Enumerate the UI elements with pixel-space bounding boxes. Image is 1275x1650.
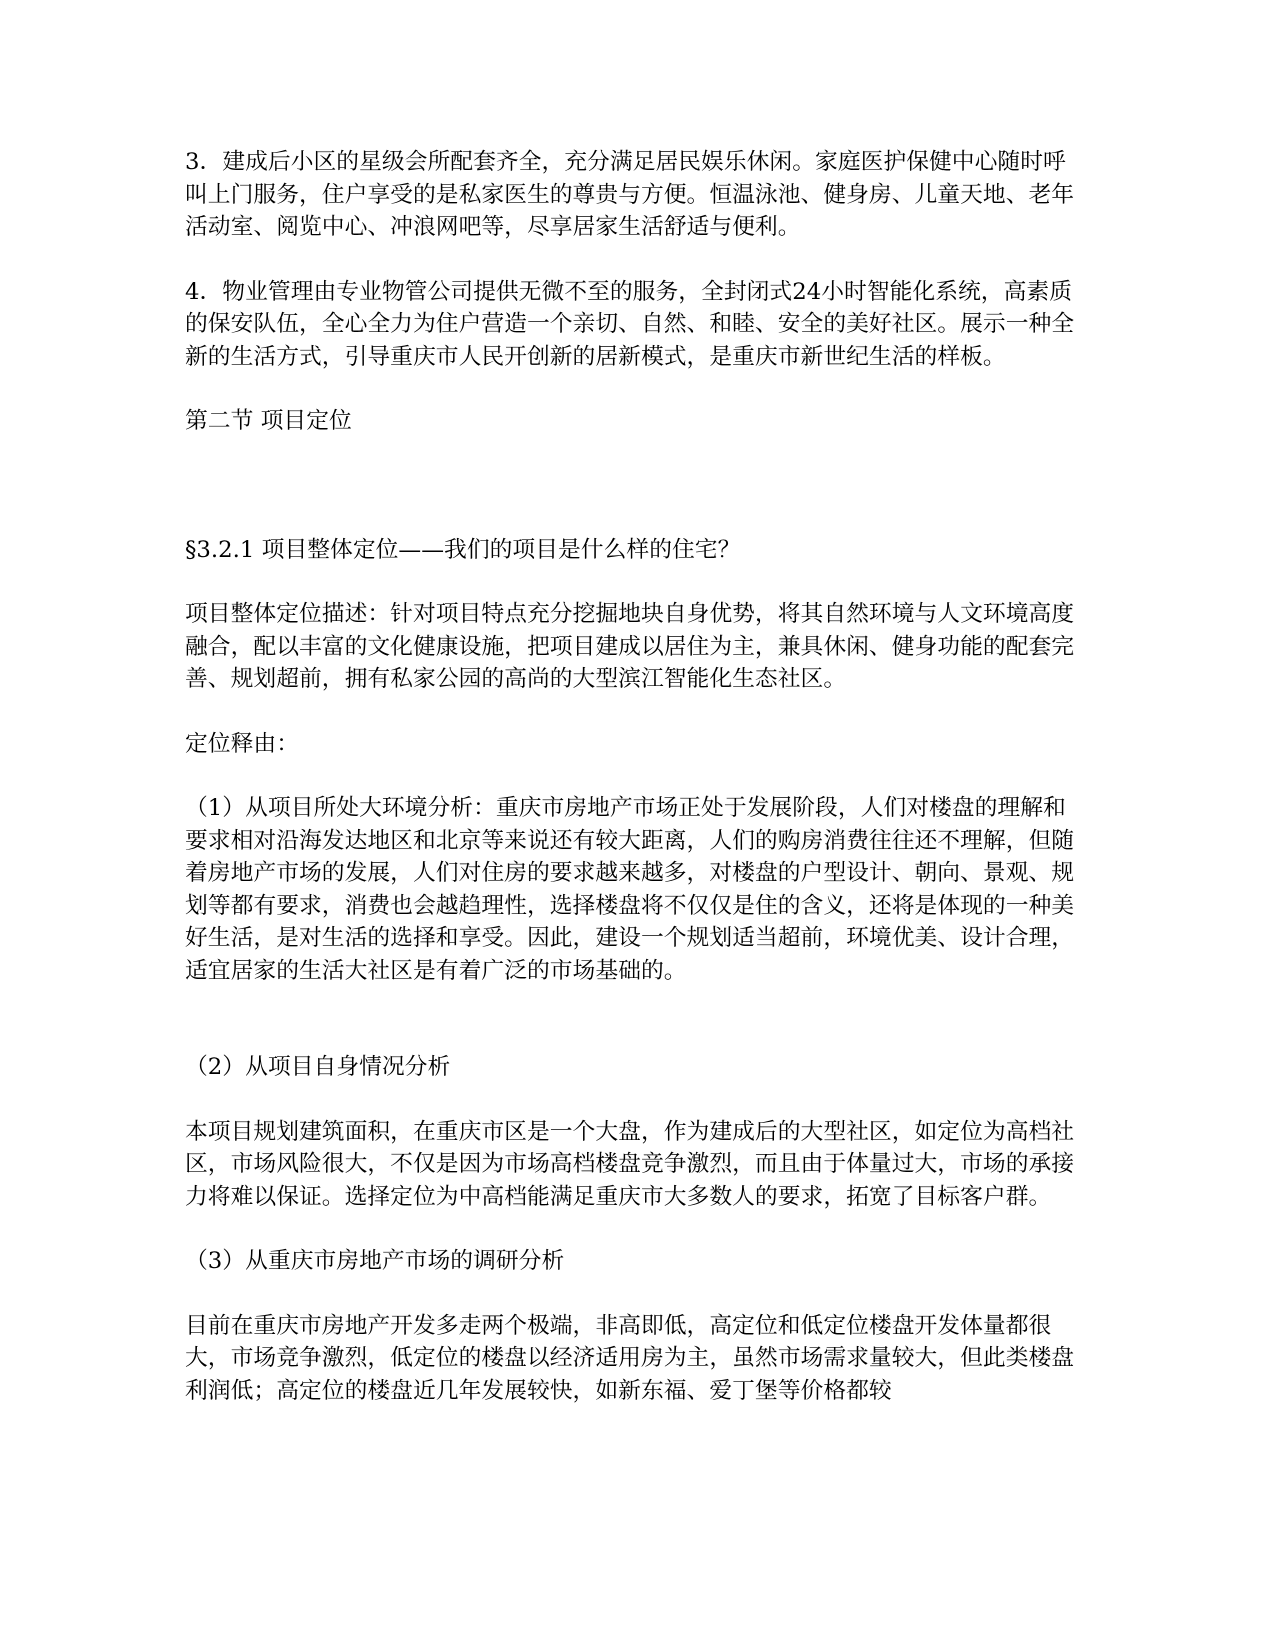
reason-2-title: （2）从项目自身情况分析 xyxy=(185,1054,451,1080)
paragraph-reason-3: 目前在重庆市房地产开发多走两个极端，非高即低，高定位和低定位楼盘开发体量都很大，市场竞争激烈，低定位的楼盘以经济适用房为主，虽然市场需求量较大，但此类楼盘利润低；高定位的楼盘近几年发展较快，如新东福、爱丁堡等价格都较 xyxy=(185,1312,1075,1404)
paragraph-clubhouse: 3．建成后小区的星级会所配套齐全，充分满足居民娱乐休闲。家庭医护保健中心随时呼叫上门服务，住户享受的是私家医生的尊贵与方便。恒温泳池、健身房、儿童天地、老年活动室、阅览中心、冲浪网吧等，尽享居家生活舒适与便利。 xyxy=(185,149,1075,240)
paragraph-property-management: 4．物业管理由专业物管公司提供无微不至的服务，全封闭式24小时智能化系统，高素质的保安队伍，全心全力为住户营造一个亲切、自然、和睦、安全的美好社区。展示一种全新的生活方式，引导重庆市人民开创新的居新模式，是重庆市新世纪生活的样板。 xyxy=(185,278,1075,370)
subsection-title: §3.2.1 项目整体定位——我们的项目是什么样的住宅？ xyxy=(185,536,741,563)
paragraph-positioning-description: 项目整体定位描述：针对项目特点充分挖掘地块自身优势，将其自然环境与人文环境高度融合，配以丰富的文化健康设施，把项目建成以居住为主，兼具休闲、健身功能的配套完善、规划超前，拥有私家公园的高尚的大型滨江智能化生态社区。 xyxy=(185,601,1075,692)
reason-label: 定位释由： xyxy=(185,730,299,757)
paragraph-reason-1: （1）从项目所处大环境分析：重庆市房地产市场正处于发展阶段，人们对楼盘的理解和要求相对沿海发达地区和北京等来说还有较大距离，人们的购房消费往往还不理解，但随着房地产市场的发展，人们对住房的要求越来越多，对楼盘的户型设计、朝向、景观、规划等都有要求，消费也会越趋理性，选择楼盘将不仅仅是住的含义，还将是体现的一种美好生活，是对生活的选择和享受。因此，建设一个规划适当超前，环境优美、设计合理，适宜居家的生活大社区是有着广泛的市场基础的。 xyxy=(185,795,1075,984)
reason-3-title: （3）从重庆市房地产市场的调研分析 xyxy=(185,1248,565,1274)
document-body xyxy=(185,146,1083,1407)
paragraph-reason-2: 本项目规划建筑面积，在重庆市区是一个大盘，作为建成后的大型社区，如定位为高档社区，市场风险很大，不仅是因为市场高档楼盘竞争激烈，而且由于体量过大，市场的承接力将难以保证。选择定位为中高档能满足重庆市大多数人的要求，拓宽了目标客户群。 xyxy=(185,1118,1075,1210)
section-title: 第二节 项目定位 xyxy=(185,408,352,434)
